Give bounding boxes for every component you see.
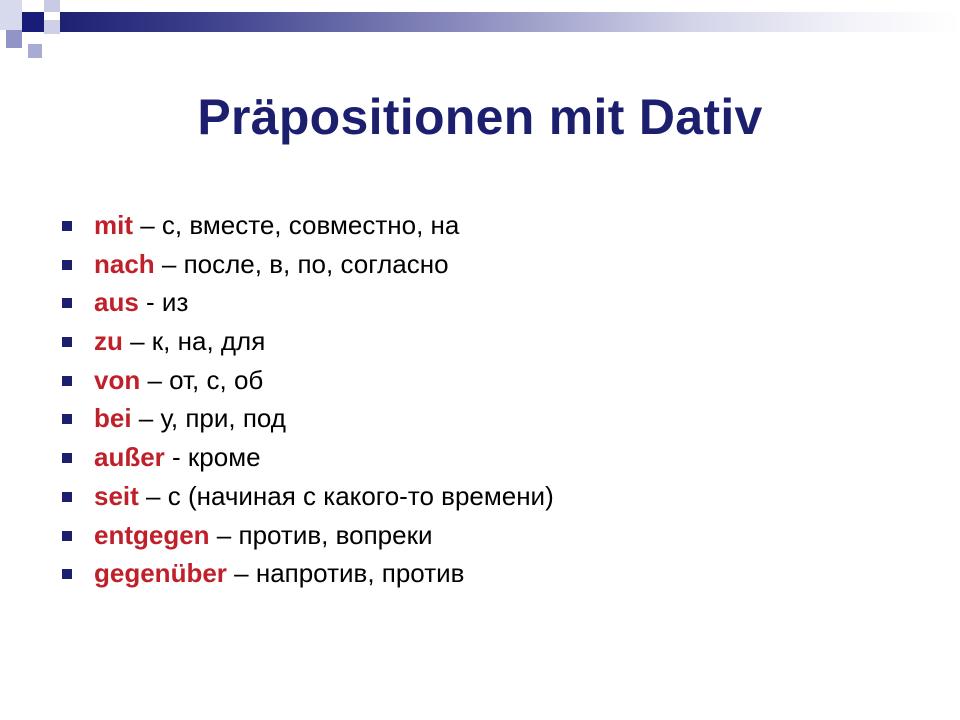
translation: – у, при, под bbox=[131, 403, 286, 434]
translation: – с, вместе, совместно, на bbox=[133, 210, 460, 240]
preposition: zu bbox=[94, 326, 123, 357]
decorative-square bbox=[6, 30, 22, 48]
translation: – напротив, против bbox=[226, 558, 465, 589]
decorative-square bbox=[22, 0, 42, 12]
translation: - из bbox=[138, 287, 189, 318]
translation: – к, на, для bbox=[122, 326, 266, 357]
slide-title: Präpositionen mit Dativ bbox=[197, 89, 763, 145]
list-item bbox=[62, 438, 554, 477]
list-item bbox=[62, 206, 554, 245]
preposition: von bbox=[94, 364, 141, 395]
square-bullet-icon bbox=[62, 337, 72, 347]
translation: – с (начиная с какого-то времени) bbox=[138, 480, 554, 511]
preposition-list bbox=[62, 206, 554, 593]
square-bullet-icon bbox=[62, 531, 72, 541]
decorative-square bbox=[0, 0, 22, 30]
decorative-square bbox=[22, 12, 44, 32]
decorative-square bbox=[44, 0, 60, 12]
preposition: bei bbox=[94, 403, 132, 434]
translation: - кроме bbox=[164, 442, 261, 473]
square-bullet-icon bbox=[62, 492, 72, 502]
square-bullet-icon bbox=[62, 414, 72, 424]
list-item bbox=[62, 477, 554, 516]
square-bullet-icon bbox=[62, 221, 72, 231]
preposition: gegenüber bbox=[94, 558, 227, 589]
translation: – от, с, об bbox=[140, 364, 264, 395]
list-item bbox=[62, 322, 554, 361]
preposition: entgegen bbox=[94, 519, 210, 550]
list-item bbox=[62, 283, 554, 322]
square-bullet-icon bbox=[62, 298, 72, 308]
list-item bbox=[62, 361, 554, 400]
preposition: aus bbox=[94, 287, 139, 318]
translation: – против, вопреки bbox=[209, 519, 433, 550]
list-item bbox=[62, 245, 554, 284]
list-item bbox=[62, 516, 554, 555]
preposition: mit bbox=[94, 210, 133, 240]
decorative-square bbox=[44, 20, 60, 34]
preposition: nach bbox=[94, 248, 155, 279]
translation: – после, в, по, согласно bbox=[154, 248, 449, 279]
square-bullet-icon bbox=[62, 453, 72, 463]
list-item bbox=[62, 554, 554, 593]
square-bullet-icon bbox=[62, 260, 72, 270]
preposition: außer bbox=[94, 442, 165, 473]
list-item bbox=[62, 399, 554, 438]
preposition: seit bbox=[94, 480, 139, 511]
square-bullet-icon bbox=[62, 376, 72, 386]
decorative-square bbox=[28, 44, 42, 58]
header-gradient-bar bbox=[60, 12, 960, 32]
square-bullet-icon bbox=[62, 569, 72, 579]
